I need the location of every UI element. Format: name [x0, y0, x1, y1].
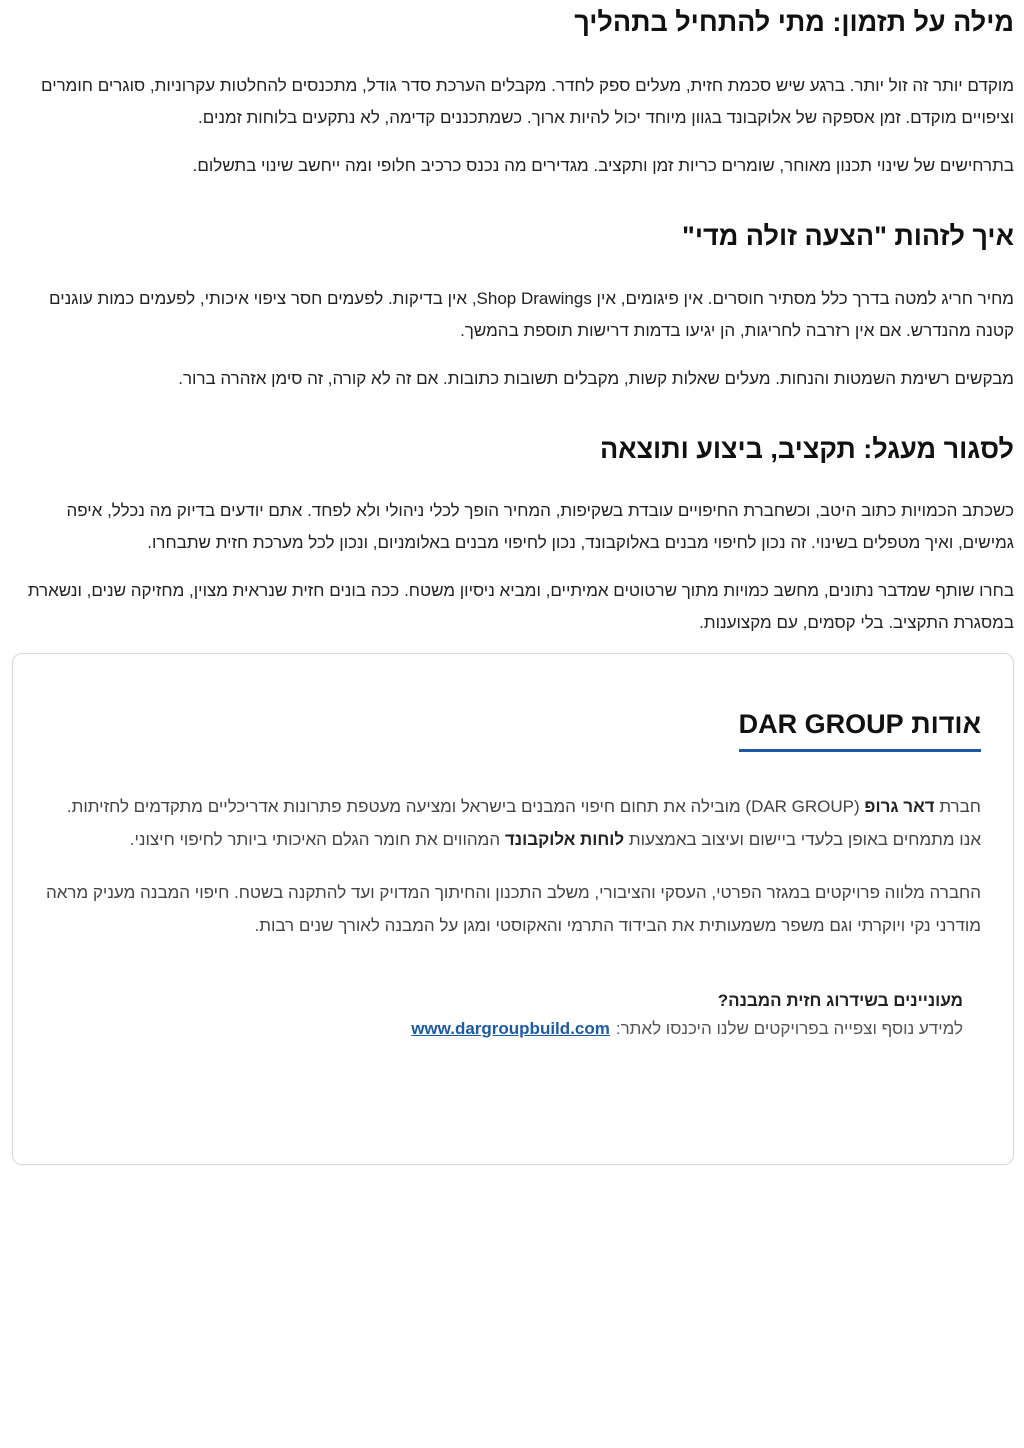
about-heading-prefix: אודות	[903, 709, 981, 740]
about-company-box	[12, 653, 1014, 1165]
timing-paragraph-1: מוקדם יותר זה זול יותר. ברגע שיש סכמת חזית, מעלים ספק לחדר. מקבלים הערכת סדר גודל, מתכנסים להחלטות עקרוניות, סוגרים חומרים וציפויים מוקדם. זמן אספקה של אלוקבונד בגוון מיוחד יכול להיות ארוך. כשמתכננים קדימה, לא נתקעים בלוחות זמנים.	[41, 76, 1014, 128]
closing-paragraph-2: בחרו שותף שמדבר נתונים, מחשב כמויות מתוך שרטוטים אמיתיים, ומביא ניסיון משטח. ככה בונים חזית שנראית מצוין, מחזיקה שנים, ונשארת במסגרת התקציב. בלי קסמים, עם מקצוענות.	[27, 581, 1014, 633]
about-paragraph-2: החברה מלווה פרויקטים במגזר הפרטי, העסקי והציבורי, משלב התכנון והחיתוך המדויק ועד להתקנה בשטח. חיפוי המבנה מעניק מראה מודרני נקי ויוקרתי וגם משפר משמעותית את הבידוד התרמי והאקוסטי ומגן על המבנה לאורך שנים רבות.	[45, 882, 981, 935]
website-link[interactable]: www.dargroupbuild.com	[411, 1018, 610, 1038]
timing-paragraph-2: בתרחישים של שינוי תכנון מאוחר, שומרים כריות זמן ותקציב. מגדירים מה נכנס כרכיב חלופי ומה ייחשב שינוי בתשלום.	[192, 156, 1014, 176]
cheap-offer-paragraph-1	[12, 283, 1014, 347]
about-paragraph-1	[45, 790, 981, 856]
cheap-offer-text-part-1: מחיר חריג למטה בדרך כלל מסתיר חוסרים. אין פיגומים, אין	[591, 288, 1014, 308]
alucobond-panels-bold: לוחות אלוקבונד	[504, 829, 625, 849]
about-heading-brand: DAR GROUP	[738, 709, 904, 740]
about-p1-text-2: (DAR GROUP) מובילה את תחום חיפוי המבנים בישראל ומציעה מעטפת פתרונות אדריכליים מתקדמים לחזיתות. אנו מתמחים באופן בלעדי ביישום ועיצוב באמצעות	[66, 796, 981, 849]
cta-title: מעוניינים בשידרוג חזית המבנה?	[717, 990, 963, 1010]
about-p1-text-3: המהווים את חומר הגלם האיכותי ביותר לחיפוי חיצוני.	[129, 829, 505, 849]
cheap-offer-paragraph-2: מבקשים רשימת השמטות והנחות. מעלים שאלות קשות, מקבלים תשובות כתובות. אם זה לא קורה, זה סימן אזהרה ברור.	[178, 368, 1014, 388]
timing-heading: מילה על תזמון: מתי להתחיל בתהליך	[574, 7, 1014, 37]
about-heading	[739, 708, 981, 751]
cta-line	[45, 1014, 963, 1044]
about-p1-text-1: חברת	[934, 796, 981, 816]
company-name-bold: דאר גרופ	[864, 796, 935, 816]
shop-drawings-term: Shop Drawings	[476, 288, 592, 308]
cta-block	[45, 988, 981, 1044]
closing-paragraph-1: כשכתב הכמויות כתוב היטב, וכשחברת החיפויים עובדת בשקיפות, המחיר הופך לכלי ניהולי ולא לפחד. אתם יודעים בדיוק מה נכלל, איפה גמישים, ואיך מטפלים בשינוי. זה נכון לחיפוי מבנים באלוקבונד, נכון לחיפוי מבנים באלומניום, ונכון לכל מערכת חזית שתבחרו.	[66, 501, 1014, 553]
cheap-offer-heading: איך לזהות "הצעה זולה מדי"	[682, 221, 1014, 252]
cheap-offer-text-part-2: , אין בדיקות. לפעמים חסר ציפוי איכותי, לפעמים כמות עוגנים קטנה מהנדרש. אם אין רזרבה לחריגות, הן יגיעו בדמות דרישות תוספת בהמשך.	[49, 288, 1014, 340]
cta-text: למידע נוסף וצפייה בפרויקטים שלנו היכנסו לאתר:	[615, 1018, 963, 1038]
closing-heading: לסגור מעגל: תקציב, ביצוע ותוצאה	[599, 433, 1014, 464]
